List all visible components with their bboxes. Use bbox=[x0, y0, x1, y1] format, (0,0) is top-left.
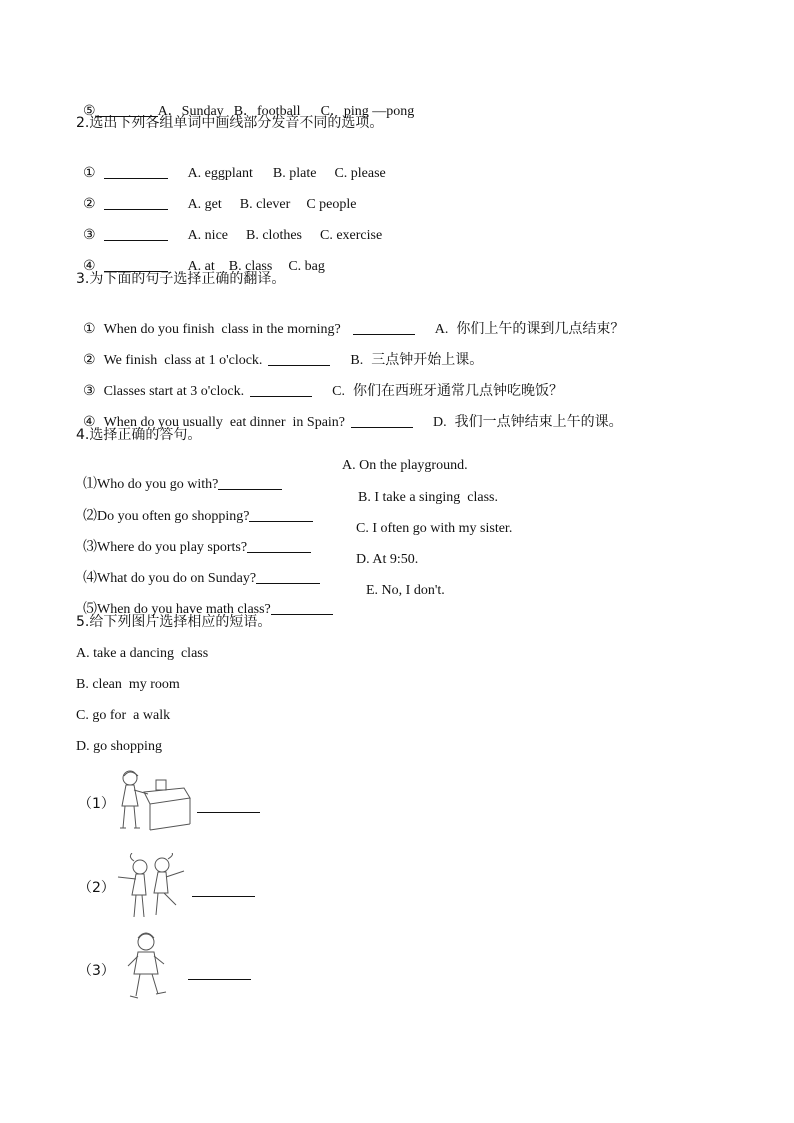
item-number: ② bbox=[83, 197, 96, 212]
option-a: A．Sunday bbox=[157, 104, 224, 119]
option-c: C. exercise bbox=[320, 228, 383, 243]
option-letter: B. bbox=[350, 353, 364, 368]
picture-1-answer-blank[interactable] bbox=[197, 798, 260, 813]
option-b: B. clever bbox=[239, 197, 291, 212]
option-b: B. class bbox=[228, 259, 273, 274]
question-text: ⑸When do you have math class? bbox=[83, 602, 271, 617]
answer-blank[interactable] bbox=[218, 475, 282, 490]
question-text: We finish class at 1 o'clock. bbox=[103, 353, 263, 368]
item-number: ② bbox=[83, 353, 96, 368]
option-c: C．ping —pong bbox=[320, 104, 415, 119]
option-letter: A. bbox=[434, 322, 449, 337]
option-a: A. eggplant bbox=[187, 166, 253, 181]
item-number: ③ bbox=[83, 228, 96, 243]
answer-blank[interactable] bbox=[271, 600, 333, 615]
question-text: ⑶Where do you play sports? bbox=[83, 540, 248, 555]
item-number: ⑤ bbox=[83, 104, 96, 119]
s4-answer-e: E. No, I don't. bbox=[366, 583, 445, 598]
picture-1-label: （1） bbox=[78, 796, 115, 812]
translation-text: 三点钟开始上课。 bbox=[371, 352, 484, 368]
question-text: When do you finish class in the morning? bbox=[103, 322, 341, 337]
translation-text: 你们上午的课到几点结束？ bbox=[456, 321, 625, 337]
item-number: ③ bbox=[83, 384, 96, 399]
question-text: When do you usually eat dinner in Spain? bbox=[103, 415, 346, 430]
option-letter: D. bbox=[433, 415, 447, 430]
question-text: ⑷What do you do on Sunday? bbox=[83, 571, 257, 586]
s5-option-c: C. go for a walk bbox=[76, 708, 171, 723]
picture-3-answer-blank[interactable] bbox=[188, 965, 251, 980]
option-letter: C. bbox=[332, 384, 345, 399]
section-4-heading: 4.选择正确的答句。 bbox=[76, 427, 202, 443]
question-text: ⑴Who do you go with? bbox=[83, 477, 219, 492]
picture-2-label: （2） bbox=[78, 880, 115, 896]
question-text: ⑵Do you often go shopping? bbox=[83, 509, 250, 524]
option-b: B. clothes bbox=[246, 228, 302, 243]
item-number: ① bbox=[83, 166, 96, 181]
option-c: C. bag bbox=[288, 259, 325, 274]
s4-answer-d: D. At 9:50. bbox=[356, 552, 419, 567]
s4-answer-c: C. I often go with my sister. bbox=[356, 521, 513, 536]
answer-blank[interactable] bbox=[351, 413, 413, 428]
boy-walking-icon bbox=[118, 930, 174, 1006]
option-a: A. get bbox=[187, 197, 222, 212]
section-3-heading: 3.为下面的句子选择正确的翻译。 bbox=[76, 271, 286, 287]
girl-cleaning-table-icon bbox=[112, 768, 192, 838]
section-2-heading: 2.选出下列各组单词中画线部分发音不同的选项。 bbox=[76, 115, 384, 131]
option-b: B. plate bbox=[272, 166, 317, 181]
picture-2-answer-blank[interactable] bbox=[192, 882, 255, 897]
section-5-heading: 5.给下列图片选择相应的短语。 bbox=[76, 614, 272, 630]
item-number: ① bbox=[83, 322, 96, 337]
translation-text: 你们在西班牙通常几点钟吃晚饭？ bbox=[352, 383, 563, 399]
s4-answer-b: B. I take a singing class. bbox=[358, 490, 498, 505]
item-number: ④ bbox=[83, 259, 96, 274]
two-girls-dancing-icon bbox=[114, 853, 190, 923]
picture-3-label: （3） bbox=[78, 963, 115, 979]
option-a: A. nice bbox=[187, 228, 228, 243]
question-text: Classes start at 3 o'clock. bbox=[103, 384, 245, 399]
option-b: B．football bbox=[233, 104, 301, 119]
s5-option-a: A. take a dancing class bbox=[76, 646, 209, 661]
translation-text: 我们一点钟结束上午的课。 bbox=[454, 414, 623, 430]
option-a: A. at bbox=[187, 259, 215, 274]
option-c: C. please bbox=[334, 166, 386, 181]
option-c: C people bbox=[306, 197, 357, 212]
s4-answer-a: A. On the playground. bbox=[342, 458, 468, 473]
item-number: ④ bbox=[83, 415, 96, 430]
s5-option-d: D. go shopping bbox=[76, 739, 162, 754]
s5-option-b: B. clean my room bbox=[76, 677, 180, 692]
